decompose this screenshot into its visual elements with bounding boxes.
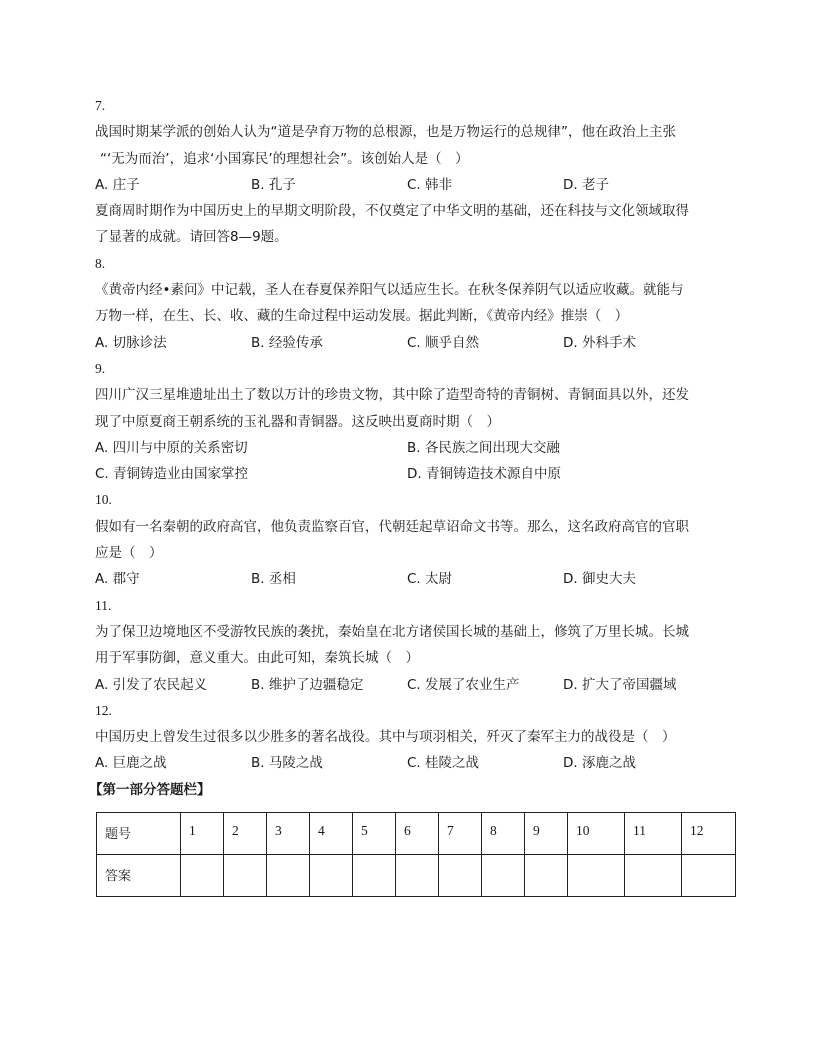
option-row <box>95 330 735 356</box>
material-intro <box>95 198 735 251</box>
question-number-cell: 9 <box>525 813 568 855</box>
answer-cell[interactable] <box>439 855 482 897</box>
option-c: C. 青铜铸造业由国家掌控 <box>95 466 249 483</box>
question-text-line: “‘无为而治’，追求‘小国寡民’的理想社会”。该创始人是（ ） <box>100 150 469 167</box>
question-number: 8. <box>95 255 106 271</box>
question-number-cell: 3 <box>267 813 310 855</box>
question-number: 11. <box>95 597 112 613</box>
question-number-cell: 10 <box>568 813 625 855</box>
question-12 <box>95 698 735 777</box>
option-c: C. 桂陵之战 <box>407 755 480 772</box>
answer-cell[interactable] <box>224 855 267 897</box>
option-c: C. 韩非 <box>407 176 453 193</box>
intro-text-line: 了显著的成就。请回答8—9题。 <box>95 229 288 246</box>
option-c: C. 发展了农业生产 <box>407 676 520 693</box>
question-number-cell: 1 <box>181 813 224 855</box>
question-number-cell: 6 <box>396 813 439 855</box>
question-text-line: 为了保卫边境地区不受游牧民族的袭扰，秦始皇在北方诸侯国长城的基础上，修筑了万里长城。长城 <box>95 623 689 640</box>
answer-section-heading: 【第一部分答题栏】 <box>89 781 211 798</box>
option-a: A. 巨鹿之战 <box>95 755 167 772</box>
answer-cell[interactable] <box>181 855 224 897</box>
answer-cell[interactable] <box>310 855 353 897</box>
question-list <box>89 93 735 803</box>
answer-cell[interactable] <box>525 855 568 897</box>
option-b: B. 经验传承 <box>251 334 323 351</box>
question-number-cell: 2 <box>224 813 267 855</box>
option-row <box>95 461 735 487</box>
answer-table-header-row <box>97 813 736 855</box>
question-text-line: 四川广汉三星堆遗址出土了数以万计的珍贵文物，其中除了造型奇特的青铜树、青铜面具以外，还发 <box>95 387 689 404</box>
question-number-cell: 4 <box>310 813 353 855</box>
option-row <box>95 672 735 698</box>
question-text-line: 现了中原夏商王朝系统的玉礼器和青铜器。这反映出夏商时期（ ） <box>95 413 500 430</box>
option-b: B. 孔子 <box>251 176 296 193</box>
answer-cell[interactable] <box>267 855 310 897</box>
option-d: D. 涿鹿之战 <box>563 755 636 772</box>
option-row <box>95 566 735 592</box>
question-11 <box>95 593 735 698</box>
answer-cell[interactable] <box>396 855 439 897</box>
option-a: A. 郡守 <box>95 571 140 588</box>
question-text-line: 假如有一名秦朝的政府高官，他负责监察百官，代朝廷起草诏命文书等。那么，这名政府高官的官职 <box>95 518 689 535</box>
option-c: C. 顺乎自然 <box>407 334 480 351</box>
question-number: 12. <box>95 702 112 718</box>
option-b: B. 马陵之战 <box>251 755 323 772</box>
question-text-line: 万物一样，在生、长、收、藏的生命过程中运动发展。据此判断，《黄帝内经》推崇（ ） <box>95 308 629 325</box>
question-number-cell: 8 <box>482 813 525 855</box>
question-number: 10. <box>95 492 112 508</box>
option-a: A. 引发了农民起义 <box>95 676 208 693</box>
answer-table-answer-row <box>97 855 736 897</box>
answer-cell[interactable] <box>568 855 625 897</box>
option-d: D. 御史大夫 <box>563 571 636 588</box>
option-d: D. 青铜铸造技术源自中原 <box>407 466 561 483</box>
question-9 <box>95 356 735 487</box>
answer-cell[interactable] <box>482 855 525 897</box>
option-d: D. 老子 <box>563 176 609 193</box>
question-number-cell: 5 <box>353 813 396 855</box>
row-label-question-number: 题号 <box>97 813 181 855</box>
option-b: B. 各民族之间出现大交融 <box>407 439 560 456</box>
question-text-line: 应是（ ） <box>95 545 163 562</box>
option-b: B. 维护了边疆稳定 <box>251 676 364 693</box>
question-number-cell: 12 <box>682 813 736 855</box>
option-row <box>95 172 735 198</box>
question-number-cell: 11 <box>625 813 682 855</box>
question-text-line: 中国历史上曾发生过很多以少胜多的著名战役。其中与项羽相关，歼灭了秦军主力的战役是（ ） <box>95 729 676 746</box>
question-text-line: 战国时期某学派的创始人认为“道是孕育万物的总根源，也是万物运行的总规律”，他在政治上主张 <box>95 124 676 141</box>
option-a: A. 切脉诊法 <box>95 334 167 351</box>
option-row <box>95 435 735 461</box>
question-number-cell: 7 <box>439 813 482 855</box>
option-b: B. 丞相 <box>251 571 296 588</box>
answer-cell[interactable] <box>353 855 396 897</box>
option-a: A. 四川与中原的关系密切 <box>95 439 248 456</box>
answer-cell[interactable] <box>625 855 682 897</box>
option-c: C. 太尉 <box>407 571 453 588</box>
row-label-answer: 答案 <box>97 855 181 897</box>
option-d: D. 外科手术 <box>563 334 636 351</box>
question-7 <box>95 93 735 198</box>
option-a: A. 庄子 <box>95 176 140 193</box>
option-row <box>95 750 735 776</box>
question-text-line: 《黄帝内经•素问》中记载，圣人在春夏保养阳气以适应生长。在秋冬保养阴气以适应收藏。就能与 <box>95 282 684 299</box>
question-10 <box>95 487 735 592</box>
option-d: D. 扩大了帝国疆域 <box>563 676 677 693</box>
question-number: 9. <box>95 360 106 376</box>
question-number: 7. <box>95 98 106 113</box>
intro-text-line: 夏商周时期作为中国历史上的早期文明阶段，不仅奠定了中华文明的基础，还在科技与文化领域取得 <box>95 203 689 220</box>
question-text-line: 用于军事防御，意义重大。由此可知，秦筑长城（ ） <box>95 650 419 667</box>
question-8 <box>95 251 735 356</box>
answer-table <box>96 812 736 897</box>
answer-cell[interactable] <box>682 855 736 897</box>
